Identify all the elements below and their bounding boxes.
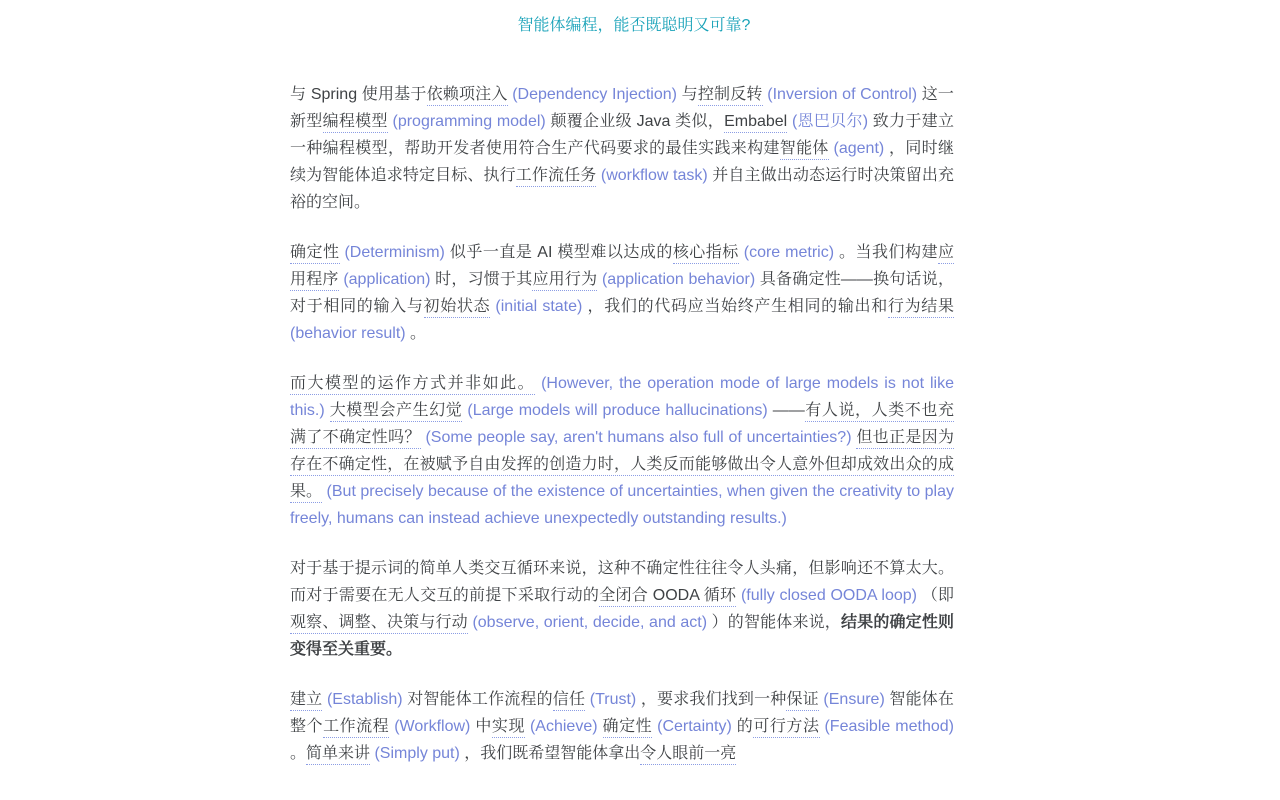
translation-annotation: (Establish) bbox=[322, 691, 408, 708]
translation-annotation: (Feasible method) bbox=[819, 718, 954, 735]
translation-annotation: (Certainty) bbox=[652, 718, 737, 735]
page-title: 智能体编程，能否既聪明又可靠? bbox=[517, 17, 751, 34]
underlined-term: 工作流程 bbox=[323, 718, 389, 738]
text-segment: 中 bbox=[475, 718, 492, 735]
translation-annotation: (workflow task) bbox=[596, 167, 713, 184]
underlined-term: 行为结果 bbox=[888, 298, 954, 318]
text-segment: 对智能体工作流程的 bbox=[407, 691, 553, 708]
paragraph bbox=[290, 370, 954, 532]
text-segment: 时，习惯于其 bbox=[435, 271, 533, 288]
text-segment: 这一新型 bbox=[290, 86, 954, 130]
text-segment: 。 bbox=[410, 325, 427, 342]
translation-annotation: (However, the operation mode of large models is not like this.) bbox=[290, 375, 954, 419]
translation-annotation: (initial state) bbox=[490, 298, 588, 315]
underlined-term: 全闭合 OODA 循环 bbox=[599, 587, 736, 607]
text-segment: 并自主做出动态运行时决策留出充裕的空间。 bbox=[290, 167, 954, 211]
text-segment: 的 bbox=[736, 718, 754, 735]
translation-annotation: (agent) bbox=[828, 140, 889, 157]
paragraph bbox=[290, 239, 954, 347]
translation-annotation: (programming model) bbox=[387, 113, 551, 130]
underlined-term: 但也正是因为存在不确定性，在被赋予自由发挥的创造力时，人类反而能够做出令人意外但却成效出众的成果。 bbox=[290, 429, 954, 503]
underlined-term: 大模型会产生幻觉 bbox=[330, 402, 463, 422]
text-segment: 对于基于提示词的简单人类交互循环来说，这种不确定性往往令人头痛，但影响还不算太大。而对于需要在无人交互的前提下采取行动的 bbox=[290, 560, 954, 604]
underlined-term: 控制反转 bbox=[698, 86, 763, 106]
article-body bbox=[290, 81, 954, 767]
text-segment: （即 bbox=[921, 587, 954, 604]
paragraph bbox=[290, 555, 954, 663]
translation-annotation: (Determinism) bbox=[339, 244, 450, 261]
underlined-term: 编程模型 bbox=[323, 113, 388, 133]
text-segment: 与 bbox=[681, 86, 698, 103]
translation-annotation: (恩巴贝尔) bbox=[787, 113, 873, 130]
underlined-term: 确定性 bbox=[290, 244, 340, 264]
underlined-term: 工作流任务 bbox=[516, 167, 597, 187]
underlined-term: 初始状态 bbox=[424, 298, 491, 318]
text-segment: 致力于建立一种编程模型，帮助开发者使用符合生产代码要求的最佳实践来构建 bbox=[290, 113, 954, 157]
translation-annotation: (Trust) bbox=[585, 691, 641, 708]
underlined-term: 简单来讲 bbox=[306, 745, 370, 765]
underlined-term: 依赖项注入 bbox=[427, 86, 508, 106]
translation-annotation: (application behavior) bbox=[597, 271, 760, 288]
paragraph bbox=[290, 81, 954, 216]
underlined-term: 核心指标 bbox=[673, 244, 739, 264]
text-segment: 颠覆企业级 Java 类似， bbox=[550, 113, 725, 130]
text-segment: 具备确定性——换句话说，对于相同的输入与 bbox=[290, 271, 954, 315]
underlined-term: 应用行为 bbox=[532, 271, 597, 291]
underlined-term: 有人说，人类不也充满了不确定性吗？ bbox=[290, 402, 954, 449]
translation-annotation: (Achieve) bbox=[524, 718, 603, 735]
text-segment: ）的智能体来说， bbox=[711, 614, 841, 631]
translation-annotation: (Ensure) bbox=[818, 691, 890, 708]
text-segment: —— bbox=[772, 402, 805, 419]
text-segment: ，我们的代码应当始终产生相同的输出和 bbox=[587, 298, 888, 315]
text-segment: 与 Spring 使用基于 bbox=[290, 86, 427, 103]
translation-annotation: (fully closed OODA loop) bbox=[736, 587, 922, 604]
text-segment: ，要求我们找到一种 bbox=[640, 691, 787, 708]
underlined-term: Embabel bbox=[724, 113, 787, 133]
translation-annotation: (observe, orient, decide, and act) bbox=[467, 614, 712, 631]
translation-annotation: (Dependency Injection) bbox=[507, 86, 682, 103]
underlined-term: 建立 bbox=[290, 691, 322, 711]
text-segment: 似乎一直是 AI 模型难以达成的 bbox=[449, 244, 673, 261]
text-segment: ，我们既希望智能体拿出 bbox=[464, 745, 641, 762]
underlined-term: 而大模型的运作方式并非如此。 bbox=[290, 375, 535, 395]
text-segment: 。 bbox=[290, 745, 307, 762]
translation-annotation: (Some people say, aren't humans also full of uncertainties?) bbox=[420, 429, 857, 446]
text-segment: 智能体在整个 bbox=[290, 691, 954, 735]
translation-annotation: (Large models will produce hallucinations) bbox=[462, 402, 773, 419]
underlined-term: 可行方法 bbox=[753, 718, 819, 738]
underlined-term: 实现 bbox=[492, 718, 525, 738]
translation-annotation: (core metric) bbox=[738, 244, 839, 261]
bold-text: 结果的确定性则变得至关重要。 bbox=[290, 614, 954, 658]
text-segment: ，同时继续为智能体追求特定目标、执行 bbox=[290, 140, 954, 184]
underlined-term: 观察、调整、决策与行动 bbox=[290, 614, 468, 634]
underlined-term: 应用程序 bbox=[290, 244, 954, 291]
translation-annotation: (behavior result) bbox=[290, 325, 411, 342]
paragraph bbox=[290, 686, 954, 767]
translation-annotation: (Workflow) bbox=[389, 718, 476, 735]
article-page bbox=[290, 0, 954, 767]
translation-annotation: (But precisely because of the existence of uncertainties, when given the creativity to play freely, humans can instead achieve unexpectedly outstanding results.) bbox=[290, 483, 954, 527]
underlined-term: 确定性 bbox=[603, 718, 653, 738]
underlined-term: 保证 bbox=[786, 691, 818, 711]
text-segment: 。当我们构建 bbox=[838, 244, 938, 261]
underlined-term: 信任 bbox=[553, 691, 585, 711]
translation-annotation: (Simply put) bbox=[370, 745, 465, 762]
underlined-term: 令人眼前一亮 bbox=[640, 745, 736, 765]
translation-annotation: (application) bbox=[338, 271, 436, 288]
underlined-term: 智能体 bbox=[780, 140, 829, 160]
translation-annotation: (Inversion of Control) bbox=[762, 86, 922, 103]
